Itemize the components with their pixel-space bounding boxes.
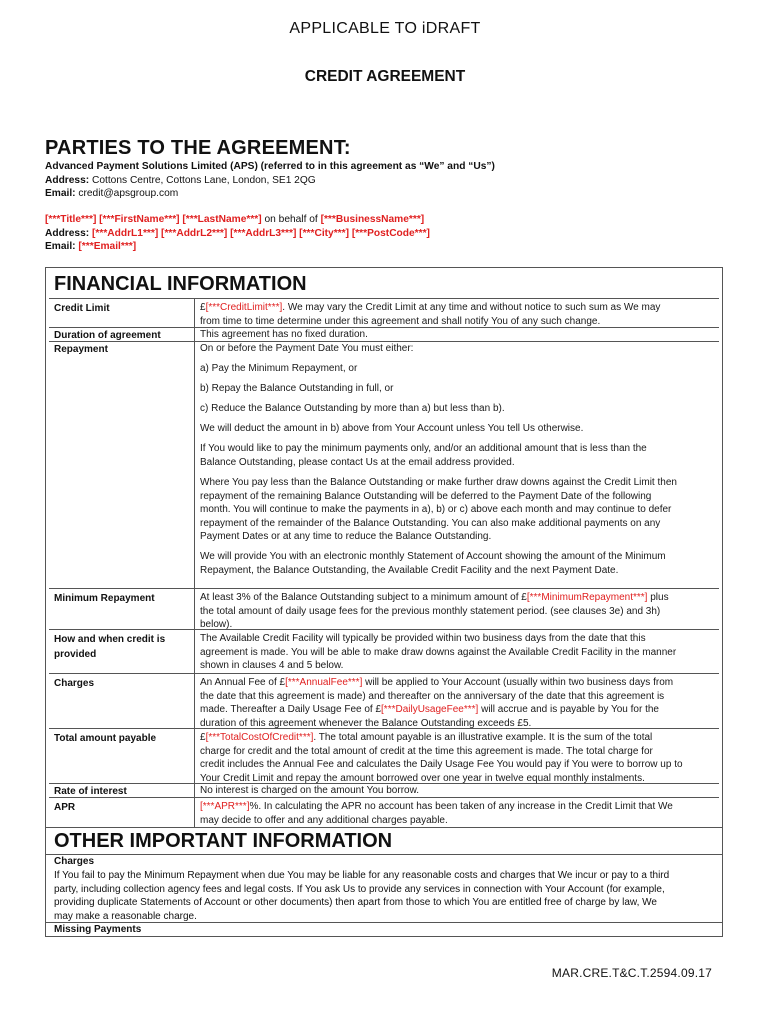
document-reference: MAR.CRE.T&C.T.2594.09.17 — [551, 966, 712, 980]
table-row-duration — [49, 327, 719, 342]
other-important-information-section — [45, 827, 723, 937]
document-title: CREDIT AGREEMENT — [304, 68, 466, 85]
credit-limit-value: £[***CreditLimit***]. We may vary the Credit Limit at any time and without notice to such sum as We may from time to time determine under this agreement and shall notify You of any such change. — [200, 302, 661, 327]
rate-of-interest-label: Rate of interest — [54, 786, 127, 797]
lender-address: Address: Cottons Centre, Cottons Lane, London, SE1 2QG — [45, 174, 316, 186]
repayment-value: On or before the Payment Date You must either: a) Pay the Minimum Repayment, or b) Repay the Balance Outstanding in full, or c) Reduce the Balance Outstanding by more than a) but less than b). We will deduct the amount in b) above from Your Account unless You tell Us otherwise. If You would like to pay the minimum payments only, and/or an additional amount that is less than the Balance Outstanding, please contact Us at the email address provided. Where You pay less than the Balance Outstanding or make further draw downs against the Credit Limit then repayment of the remaining Balance Outstanding will be deferred to the Payment Date of the following month. You will continue to make the payments in a), b) or c) above each month and may continue to defer repayment of the remainder of the Balance Outstanding. You can also make additional payments on any Payment Dates or at any time to reduce the Balance Outstanding. We will provide You with an electronic monthly Statement of Account showing the amount of the Minimum Repayment, the Balance Outstanding, the Available Credit Facility and the next Payment Date. — [200, 343, 677, 576]
duration-value: This agreement has no fixed duration. — [200, 329, 368, 340]
charges-value: An Annual Fee of £[***AnnualFee***] will be applied to Your Account (usually within two business days from the date that this agreement is made) and thereafter on the anniversary of the date that this agreement is made. Thereafter a Daily Usage Fee of £[***DailyUsageFee***] will accrue and is payable by You for the duration of this agreement whenever the Balance Outstanding exceeds £5. — [200, 677, 674, 729]
how-when-label: How and when credit is provided — [54, 634, 166, 660]
financial-information-heading: FINANCIAL INFORMATION — [54, 273, 307, 295]
charges-label: Charges — [54, 678, 95, 689]
other-information-heading: OTHER IMPORTANT INFORMATION — [54, 830, 393, 852]
missing-payments-label: Missing Payments — [54, 924, 142, 935]
minimum-repayment-label: Minimum Repayment — [54, 593, 155, 604]
credit-limit-label: Credit Limit — [54, 303, 110, 314]
lender-name: Advanced Payment Solutions Limited (APS) (referred to in this agreement as “We” and “Us”) — [45, 161, 495, 172]
apr-label: APR — [54, 802, 76, 813]
table-row-how-when — [49, 629, 719, 674]
table-row-minimum-repayment — [49, 588, 719, 630]
borrower-details — [45, 213, 430, 254]
borrower-email: Email: [***Email***] — [45, 241, 137, 252]
table-row-apr — [49, 797, 719, 828]
minimum-repayment-value: At least 3% of the Balance Outstanding subject to a minimum amount of £[***MinimumRepayment***] plus the total amount of daily usage fees for the previous monthly statement period. (see clauses 3e) and 3h) below). — [200, 592, 669, 630]
table-row-repayment — [49, 341, 719, 589]
repayment-label: Repayment — [54, 344, 108, 355]
lender-email: Email: credit@apsgroup.com — [45, 188, 179, 199]
table-row-charges — [49, 673, 719, 729]
table-row-total-payable — [49, 728, 719, 784]
applicable-notice: APPLICABLE TO iDRAFT — [289, 20, 481, 37]
section-divider — [46, 854, 722, 855]
duration-label: Duration of agreement — [54, 330, 161, 341]
borrower-address: Address: [***AddrL1***] [***AddrL2***] [***AddrL3***] [***City***] [***PostCode***] — [45, 227, 430, 239]
other-charges-label: Charges — [54, 856, 95, 867]
parties-heading: PARTIES TO THE AGREEMENT: — [45, 137, 351, 159]
total-payable-value: £[***TotalCostOfCredit***]. The total amount payable is an illustrative example. It is the sum of the total charge for credit and the total amount of credit at the time this agreement is made. The total charge for credit includes the Annual Fee and calculates the Daily Usage Fee You would pay if You were to borrow up to Your Credit Limit and repay the amount borrowed over one year in twelve equal monthly instalments. — [200, 732, 683, 784]
financial-information-section — [45, 267, 723, 828]
borrower-name: [***Title***] [***FirstName***] [***LastName***] on behalf of [***BusinessName***] — [45, 214, 425, 225]
row-divider — [46, 922, 722, 923]
table-row-credit-limit — [49, 298, 719, 328]
lender-details — [45, 160, 495, 201]
how-when-value: The Available Credit Facility will typically be provided within two business days from the date that this agreement is made. You will be able to make draw downs against the Available Credit Facility in the manner shown in clauses 4 and 5 below. — [200, 633, 677, 671]
other-charges-text: If You fail to pay the Minimum Repayment when due You may be liable for any reasonable costs and charges that We incur or pay to a third party, including collection agency fees and legal costs. If You ask Us to provide any services in connection with Your Account (for example, providing duplicate Statements of Account or other documents) then apart from those to which You are entitled free of charge by law, We may make a reasonable charge. — [54, 870, 670, 922]
table-row-rate-of-interest — [49, 783, 719, 798]
apr-value: [***APR***]%. In calculating the APR no account has been taken of any increase in the Credit Limit that We may decide to offer and any additional charges payable. — [200, 801, 673, 826]
rate-of-interest-value: No interest is charged on the amount You borrow. — [200, 785, 420, 796]
total-payable-label: Total amount payable — [54, 733, 157, 744]
